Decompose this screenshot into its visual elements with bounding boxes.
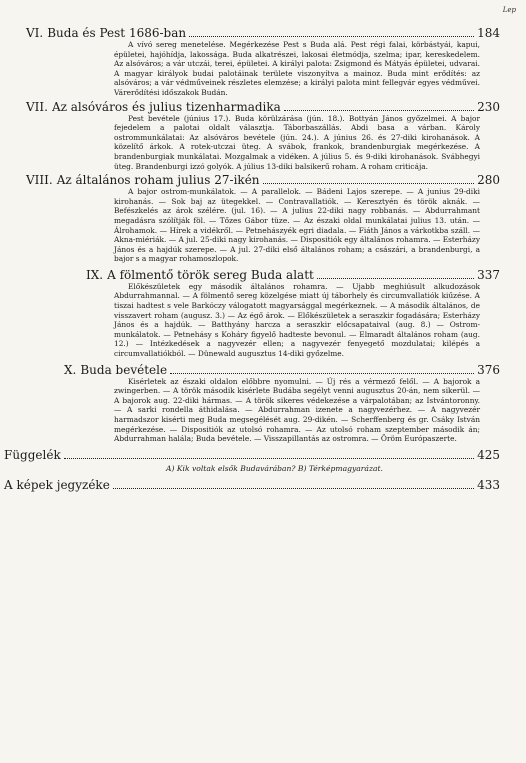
leader-dots <box>64 458 474 459</box>
page-number: 433 <box>477 477 500 492</box>
chapter-title: Az általános roham julius 27-ikén <box>56 173 260 188</box>
chapter-number: VI. <box>26 26 44 40</box>
chapter-heading[interactable] <box>26 268 500 282</box>
chapter-title: Buda bevétele <box>80 362 168 377</box>
chapter-number: X. <box>64 362 77 377</box>
chapter-number: IX. <box>86 267 104 282</box>
chapter-number: VII. <box>26 99 48 114</box>
toc-entry-8 <box>26 173 500 264</box>
chapter-title: Buda és Pest 1686-ban <box>47 26 187 40</box>
corner-mark: Lep <box>502 6 516 14</box>
chapter-summary <box>114 377 480 444</box>
chapter-number: VIII. <box>26 173 53 188</box>
leader-dots <box>317 278 474 279</box>
chapter-summary <box>114 40 480 98</box>
toc-entry-7 <box>26 100 500 172</box>
summary-text: A bajor ostrom-munkálatok. — A parallelok. — Bádeni Lajos szerepe. — A junius 29-diki kirohanás. — Sok baj az ütegekkel. — Contravallatiók. — Keresztyén és török aknák. — Befészkelés az árok szélére. (jul. 16). — A julius 22-diki nagy robbanás. — Abdurrahmant megadásra szólítják föl. — Tőzes Gábor tüze. — Az északi oldal munkálatai julius 13. után. — Álrohamok. — Hírek a vidékről. — Petnehászyék egri diadala. — Fiáth János a várkotkba száll. — Akna-miériák. — A jul. 25-diki nagy kirohanás. — Dispositiók egy általános rohamra. — Esterházy János és a hajdúk szerepe. — A jul. 27-diki első általános roham; a császári, a brandenburgi, a bajor s a magyar rohamoszlopok. <box>114 187 481 264</box>
toc-entry-appendix <box>4 447 500 474</box>
toc-entry-6 <box>26 26 500 98</box>
images-list-heading[interactable] <box>4 478 500 492</box>
appendix-summary: A) Kik voltak elsők Budavárában? B) Térképmagyarázat. <box>166 463 383 473</box>
chapter-title: Az alsóváros és julius tizenharmadika <box>51 99 281 114</box>
summary-text: Pest bevétele (június 17.). Buda körülzárása (jún. 18.). Bottyán János győzelmei. A bajor fejedelem a palotai oldalt választja. Táborbaszállás. Abdi basa a várban. Károly ostrommunkálatai: Az alsóváros bevétele (jún. 24.). A június 26. és 27-diki kirohanások. A közelítő árkok. A rotek-utczai üteg. A svábok, frankok, brandenburgiak megérkezése. A brandenburgiak munkálatai. Mozgalmak a vidéken. A július 5. és 9-diki kirohanások. Svábhegyi üteg. Brandenburgi izzó golyók. A július 13-diki balsikerű roham. A roham criticája. <box>114 113 480 171</box>
chapter-summary <box>114 187 480 264</box>
summary-text: Kisérletek az északi oldalon előbbre nyomulni. — Új rés a vérmező felől. — A bajorok a zwingerben. — A török második kisérlete Budába segélyt venni augusztus 20-án, nem sikerül. — A bajorok aug. 22-diki hármas. — A török sikeres védekezése a várpalotában; az Istvántoronny. — A sarki rondella áthidalása. — Abdurrahman izenete a nagyvezérhez. — A nagyvezér harmadszor kisérti meg Buda megsegélését aug. 29-dikén. — Scherffenberg és gr. Csáky István megérkezése. — Dispositiók az utolsó rohamra. — Az utolsó roham szeptember második án; Abdurrahman halála; Buda bevétele. — Visszapillantás az ostromra. — Öröm Európaszerte. <box>114 376 480 444</box>
chapter-heading[interactable] <box>26 363 500 377</box>
appendix-title: Függelék <box>4 447 61 462</box>
leader-dots <box>170 373 474 374</box>
chapter-heading[interactable] <box>26 26 500 40</box>
toc-entry-images <box>4 477 500 492</box>
appendix-heading[interactable] <box>4 448 500 462</box>
table-of-contents <box>4 16 500 492</box>
chapter-summary <box>114 282 480 359</box>
toc-entry-10 <box>26 363 500 444</box>
toc-entry-9 <box>26 268 500 359</box>
summary-text: A vívó sereg menetelése. Megérkezése Pest s Buda alá. Pest régi falai, körbástyái, kapui, épületei, hajóhídja, lakossága. Buda alkatrészei, lakosai életmódja, szelma; ipar, kereskedelem. Az alsóváros; a vár utczái, terei, épületei. A királyi palota: Zsigmond és Mátyás épületei, udvarai. A magyar királyok budai palotáinak területe viszonyítva a mainoz. Buda mint erődítés: az alsóváros; a vár védműveinek részletes elemzése; a királyi palota mint fellegvár egyes védművei. Várerődítési időszakok Budán. <box>114 40 480 97</box>
summary-text: Előkészületek egy második általános rohamra. — Ujabb meghiúsult alkudozások Abdurrahmannal. — A fölmentő sereg közelgése miatt új táborhely és circumvallatiók kiűzése. A tiszai hadtest s vele Barkóczy válogatott magyarsággal megérkeznek. — A második általános, de visszavert roham (augusz. 3.) — Az égő árok. — Előkészületek a seraszkir fogadására; Esterházy János és a hajdúk. — Batthyány harcza a seraszkir előcsapataival (aug. 8.) — Ostrom-munkálatok. — Petnehásy s Koháry figyelő hadteste bevonul. — Elmaradt általános roham (aug. 12.) — Intézkedések a nagyvezér ellen; a nagyvezér fenyegető mozdulatai; kilépés a circumvallatiókból. — Dünewald augusztus 14-diki győzelme. <box>114 281 480 359</box>
leader-dots <box>113 488 474 489</box>
leader-dots <box>189 36 474 37</box>
page-number: 337 <box>477 267 500 282</box>
images-list-title: A képek jegyzéke <box>4 477 110 492</box>
page-number: 184 <box>477 26 500 40</box>
page-number: 230 <box>477 99 500 114</box>
chapter-title: A fölmentő török sereg Buda alatt <box>107 267 314 282</box>
page-number: 280 <box>477 173 500 188</box>
chapter-summary <box>114 114 480 172</box>
leader-dots <box>284 110 474 111</box>
page-number: 425 <box>477 447 500 462</box>
chapter-heading[interactable] <box>26 173 500 187</box>
chapter-heading[interactable] <box>26 100 500 114</box>
page-number: 376 <box>477 362 500 377</box>
leader-dots <box>263 183 475 184</box>
